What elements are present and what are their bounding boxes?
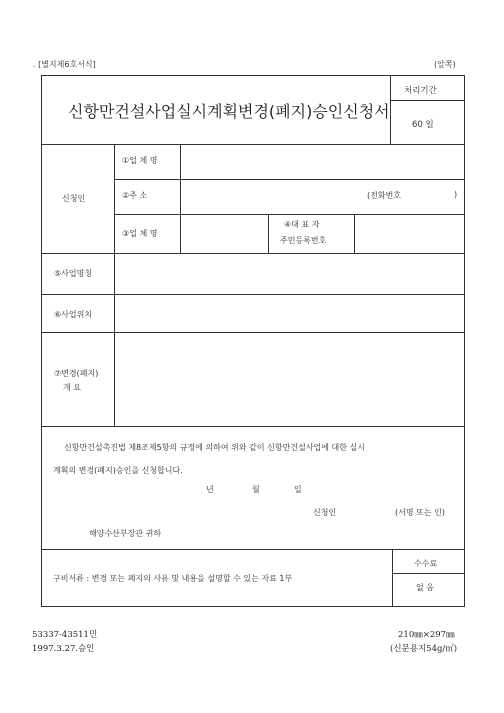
project-name-field[interactable] (116, 255, 464, 291)
company-type-label: ③업 체 명 (122, 229, 158, 238)
change-overview-label-2: 개 요 (63, 383, 81, 392)
company-name-field[interactable] (182, 146, 464, 176)
processing-period-label: 처리기간 (404, 86, 437, 96)
applicant-section-label: 신청인 (62, 194, 86, 203)
project-location-label: ⑥사업위치 (54, 310, 93, 319)
signature-label: (서명 또는 인) (395, 508, 445, 517)
paper-type: (신문용지54g/㎡) (390, 644, 458, 654)
phone-field[interactable] (412, 186, 452, 204)
form-number: . [별지제6호서식] (33, 60, 96, 69)
date-year-label: 년 (206, 485, 214, 494)
address-label: ②주 소 (122, 191, 148, 200)
phone-label: (전화번호 (367, 191, 402, 200)
phone-close: ) (454, 190, 458, 199)
representative-label: ④대 표 자 (284, 220, 320, 229)
project-location-field[interactable] (116, 296, 464, 330)
application-form (41, 75, 465, 607)
representative-field[interactable] (356, 216, 464, 252)
fee-label: 수수료 (414, 559, 438, 568)
change-overview-label: ⑦변경(폐지) (54, 369, 99, 378)
company-type-field[interactable] (182, 216, 266, 252)
company-name-label: ①업 체 명 (122, 156, 158, 165)
approval-date: 1997.3.27.승인 (32, 644, 95, 654)
paper-size: 210㎜×297㎜ (398, 630, 455, 640)
statement-line-1: 신항만건설촉진법 제8조제5항의 규정에 의하여 위와 같이 신항만건설사업에 대한 실시 (64, 443, 366, 452)
date-month-label: 월 (252, 485, 260, 494)
statement-applicant-label: 신청인 (313, 508, 337, 517)
form-code: 53337-43511민 (32, 630, 98, 640)
statement-line-2: 계획의 변경(폐지)승인을 신청합니다. (53, 466, 183, 475)
date-day-label: 일 (294, 485, 302, 494)
form-title: 신항만건설사업실시계획변경(폐지)승인신청서 (68, 102, 390, 121)
addressee-label: 해양수산부장관 귀하 (89, 529, 162, 538)
resident-number-label: 주민등록번호 (280, 236, 327, 245)
applicant-name-field[interactable] (342, 503, 390, 519)
required-documents-label: 구비서류 : 변경 또는 폐지의 사유 및 내용을 설명할 수 있는 자료 1부 (53, 574, 293, 583)
change-overview-field[interactable] (116, 334, 464, 424)
project-name-label: ⑤사업명칭 (54, 269, 93, 278)
fee-value: 없 음 (416, 583, 434, 592)
page-side: (앞쪽) (434, 60, 456, 69)
processing-period-value: 60 일 (412, 120, 434, 130)
address-field[interactable] (182, 181, 362, 211)
